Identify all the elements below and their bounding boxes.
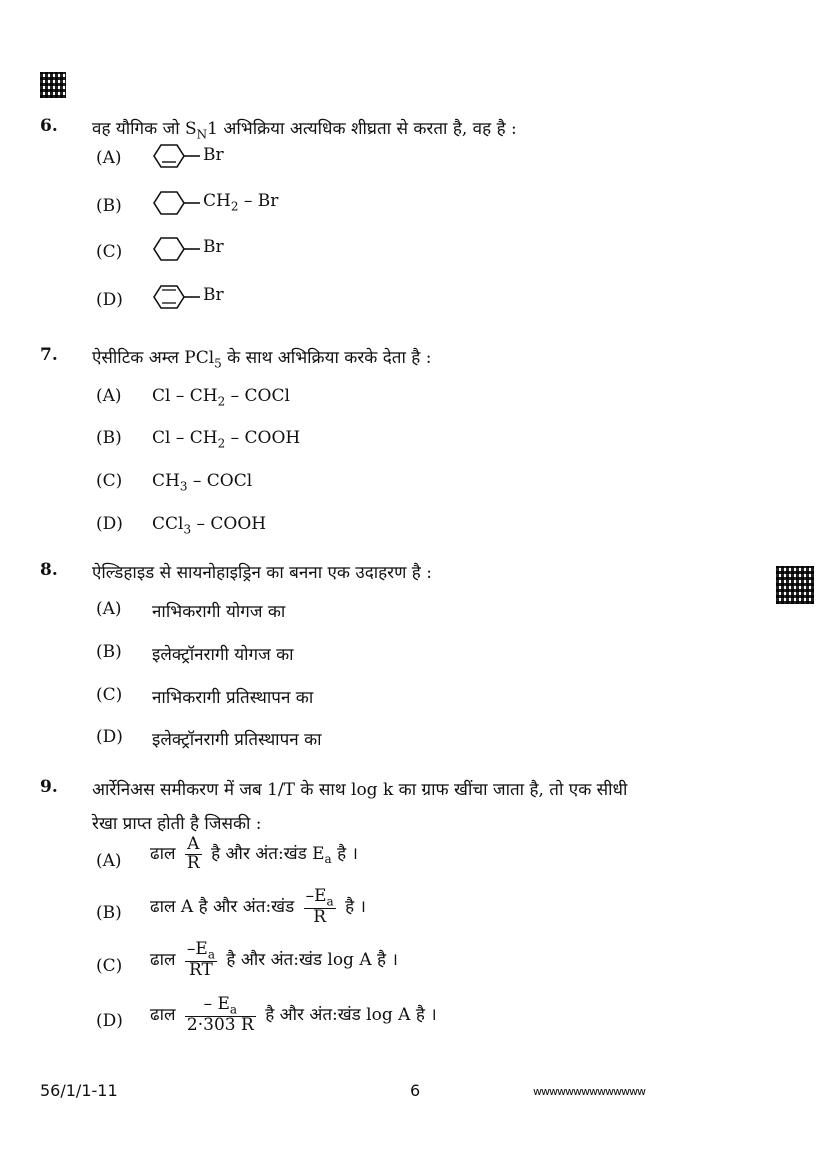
question-text: वह यौगिक जो $S_N1$ अभिक्रिया अत्यधिक शीघ्रता से करता है, वह है :: [92, 119, 517, 142]
substituent: Br: [203, 285, 224, 305]
option-text: नाभिकरागी प्रतिस्थापन का: [152, 688, 314, 708]
qr-code-top: [40, 72, 66, 98]
footer-squiggle: wwwwwwwwwwwwww: [533, 1085, 645, 1098]
option-label: (B): [96, 428, 122, 448]
substituent: $CH_2$ – Br: [203, 191, 279, 214]
option-label: (A): [96, 386, 122, 406]
option-label: (B): [96, 903, 122, 923]
page-number: 6: [410, 1081, 421, 1100]
option-label: (C): [96, 242, 123, 262]
option-text: Cl – $CH_2$ – COOH: [152, 428, 301, 451]
question-number: 6.: [40, 116, 58, 136]
option-label: (B): [96, 196, 122, 216]
option-text: ढाल $\frac{A}{R}$ है और अंत:खंड $E_a$ है ।: [150, 834, 358, 873]
option-text: इलेक्ट्रॉनरागी प्रतिस्थापन का: [152, 730, 322, 750]
option-label: (D): [96, 1011, 123, 1031]
option-label: (D): [96, 290, 123, 310]
option-label: (A): [96, 148, 122, 168]
substituent: Br: [203, 145, 224, 165]
option-text: Cl – $CH_2$ – COCl: [152, 386, 290, 409]
option-label: (B): [96, 642, 122, 662]
option-label: (C): [96, 685, 123, 705]
option-label: (A): [96, 851, 122, 871]
question-number: 7.: [40, 345, 58, 365]
option-text: नाभिकरागी योगज का: [152, 602, 286, 622]
paper-code: 56/1/1-11: [40, 1081, 118, 1100]
option-text: ढाल A है और अंत:खंड $\frac{-E_a}{R}$ है ।: [150, 886, 366, 927]
option-label: (D): [96, 727, 123, 747]
option-text: $CH_3$ – COCl: [152, 471, 253, 494]
question-text-line1: आर्रेनिअस समीकरण में जब 1/T के साथ log k का ग्राफ खींचा जाता है, तो एक सीधी: [92, 780, 628, 800]
question-number: 8.: [40, 560, 58, 580]
option-label: (C): [96, 471, 123, 491]
option-text: ढाल $\frac{-E_a}{RT}$ है और अंत:खंड log A है ।: [150, 939, 398, 980]
cyclohexene-ring-icon: [150, 141, 210, 171]
fraction: $\frac{- E_a}{2\cdot 303 R}$: [186, 994, 254, 1035]
fraction: $\frac{-E_a}{R}$: [305, 886, 334, 927]
cyclohexane-ring-icon: [150, 188, 210, 218]
question-text: ऐसीटिक अम्ल PCl$_5$ के साथ अभिक्रिया करके देता है :: [92, 348, 432, 371]
option-label: (D): [96, 514, 123, 534]
option-text: इलेक्ट्रॉनरागी योगज का: [152, 645, 294, 665]
question-text-line2: रेखा प्राप्त होती है जिसकी :: [92, 814, 262, 834]
fraction: $\frac{-E_a}{RT}$: [186, 939, 215, 980]
benzene-ring-icon: [150, 282, 210, 312]
qr-code-side: [776, 566, 814, 604]
fraction: $\frac{A}{R}$: [186, 834, 200, 873]
option-label: (C): [96, 956, 123, 976]
question-text: ऐल्डिहाइड से सायनोहाइड्रिन का बनना एक उदाहरण है :: [92, 563, 432, 583]
cyclohexane-ring-icon: [150, 234, 210, 264]
option-text: ढाल $\frac{- E_a}{2\cdot 303 R}$ है और अंत:खंड log A है ।: [150, 994, 437, 1035]
option-text: CCl$_3$ – COOH: [152, 514, 267, 537]
substituent: Br: [203, 237, 224, 257]
question-number: 9.: [40, 777, 58, 797]
option-label: (A): [96, 599, 122, 619]
